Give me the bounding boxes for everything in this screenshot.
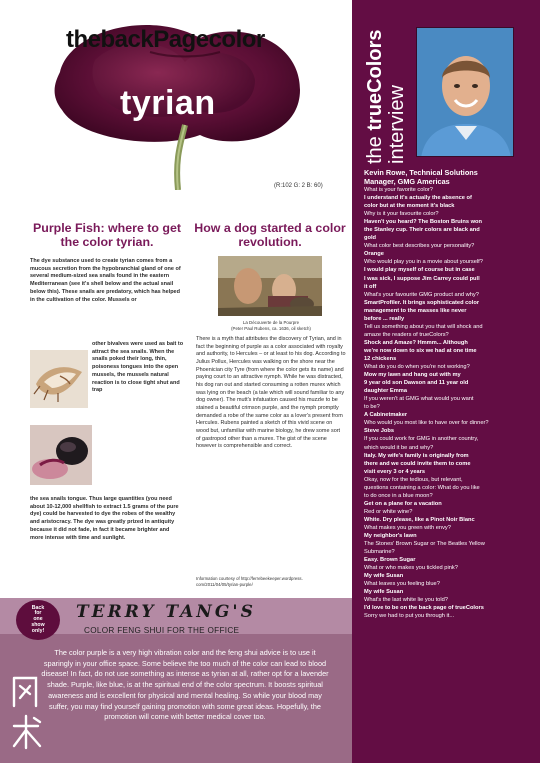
interview-answer-line: Easy. Brown Sugar xyxy=(364,557,416,564)
interview-answer-line: Steve Jobs xyxy=(364,428,395,435)
interview-answer-line: I was sick, I suppose Jim Carrey could pull xyxy=(364,275,480,282)
feng-shui-title: TERRY TANG'S xyxy=(76,602,256,622)
interview-vertical-title xyxy=(360,28,412,164)
truecolors-wordmark xyxy=(364,30,386,164)
purple-fish-heading: Purple Fish: where to get the color tyrian. xyxy=(32,221,182,249)
dog-story-heading: How a dog started a color revolution. xyxy=(194,221,346,249)
badge-line: one xyxy=(33,616,43,623)
interview-answer-line: we're now down to six we had at one time xyxy=(364,347,477,354)
interview-question-line: The Stones' Brown Sugar or The Beatles Yellow xyxy=(364,541,485,548)
interviewee-name: Kevin Rowe, Technical Solutions xyxy=(364,168,478,177)
source-credit-line2: com/2011/04/05/tyrian-purple/ xyxy=(196,581,253,587)
purple-fish-text-top: The dye substance used to create tyrian comes from a mucous secretion from the hypobranchial gland of one of several medium-sized sea snails found in the eastern Mediterranean (see it's shell below and the actual snail below this). These snails are predatory, which has helped in the cultivation of the color. Mussels or xyxy=(30,258,181,303)
interview-question-line: to do once in a blue moon? xyxy=(364,492,433,499)
interview-question-line: Sorry we had to put you through it... xyxy=(364,613,455,620)
interview-question-line: Red or white wine? xyxy=(364,508,413,515)
wordmark-brand: trueColors xyxy=(364,29,386,131)
qa-lines xyxy=(364,186,536,621)
badge-line: Back xyxy=(31,604,45,611)
painting-caption xyxy=(206,320,336,331)
painting-caption-artist: (Peter Paul Rubens, ca. 1636, oil sketch) xyxy=(231,325,311,331)
badge-line: show xyxy=(31,621,45,628)
interview-question-line: What leaves you feeling blue? xyxy=(364,581,440,588)
interview-question-line: questions containing a color: What do you like xyxy=(364,484,480,491)
interview-question-line: If you could work for GMG in another country, xyxy=(364,436,479,443)
badge-line: for xyxy=(34,610,42,617)
interview-answer-line: gold xyxy=(364,235,377,242)
hero-banner xyxy=(0,0,352,190)
interview-answer-line: the Stanley cup. Their colors are black and xyxy=(364,227,480,234)
interview-question-line: to be? xyxy=(364,404,380,411)
interview-question-line: What makes you green with envy? xyxy=(364,524,451,531)
badge-line: only! xyxy=(31,627,45,634)
interview-question-line: What's the last white lie you told? xyxy=(364,597,448,604)
interview-answer-line: SmartProfiler. It brings sophisticated color xyxy=(364,299,480,306)
interview-question-line: Who would you most like to have over for dinner? xyxy=(364,420,489,427)
interview-answer-line: My wife Susan xyxy=(364,573,404,580)
interview-answer-line: I understand it's actually the absence of xyxy=(364,195,472,202)
interview-answer-line: daughter Emma xyxy=(364,388,407,395)
interview-question-line: Okay, now for the tedious, but relevant, xyxy=(364,476,463,483)
interview-answer-line: A Cabinetmaker xyxy=(364,412,408,419)
feng-shui-text: The color purple is a very high vibration color and the feng shui advice is to use it sparingly in your office space. Some believe the too much of the color can lead to blood disease! In fact, do not use something as intense as tyrian at all, rather opt for a lavender shade. Purple, like blue, is at the spiritual end of the color spectrum. It boosts spiritual awareness and is excellent for physical and mental healing. So while your blood may suffer, you may find yourself gaining promotion with some great ideas. Hopefully, the promotion will come with better medical cover too. xyxy=(41,648,329,722)
interview-answer-line: White. Dry please, like a Pinot Noir Blanc xyxy=(364,516,475,523)
source-credit xyxy=(196,576,346,587)
interview-answer-line: before ... really xyxy=(364,315,405,322)
interview-answer-line: Italy. My wife's family is originally from xyxy=(364,452,469,459)
interview-answer-line: Shock and Amaze? Hmmm... Although xyxy=(364,339,468,346)
interview-answer-line: Get on a plane for a vacation xyxy=(364,500,442,507)
interview-answer-line: My wife Susan xyxy=(364,589,404,596)
interview-question-line: What's your favourite GMG product and why? xyxy=(364,291,479,298)
interview-qa xyxy=(364,168,536,621)
interview-answer-line: 9 year old son Dawson and 11 year old xyxy=(364,380,469,387)
interview-word: interview xyxy=(386,85,408,164)
interview-answer-line: My neighbor's lawn xyxy=(364,533,417,540)
source-credit-line1: Information courtesy of http://ferrebeekeeper.wordpress. xyxy=(196,576,303,581)
interview-question-line: What color best describes your personality? xyxy=(364,243,475,250)
interview-question-line: Who would play you in a movie about yourself? xyxy=(364,259,483,266)
murex-shell-photo xyxy=(30,350,88,408)
interviewee-title: Manager, GMG Americas xyxy=(364,177,450,186)
interview-question-line: What do you do when you're not working? xyxy=(364,364,470,371)
interview-answer-line: Orange xyxy=(364,251,384,258)
interview-question-line: Tell us something about you that will shock and xyxy=(364,323,483,330)
interview-answer-line: Mow my lawn and hang out with my xyxy=(364,372,461,379)
interview-question-line: which would it be and why? xyxy=(364,444,434,451)
brand-wordmark: thebackPagecolor xyxy=(66,26,265,53)
interview-question-line: Submarine? xyxy=(364,549,395,556)
rgb-values: (R:102 G: 2 B: 60) xyxy=(274,183,323,189)
painting-caption-title: La Découverte de la Pourpre xyxy=(242,320,300,325)
wordmark-prefix: the xyxy=(364,130,386,164)
interview-answer-line: Haven't you heard? The Boston Bruins won xyxy=(364,219,482,226)
interview-question-line: amaze the readers of trueColors? xyxy=(364,331,449,338)
purple-fish-text-wrap: other bivalves were used as bait to attract the sea snails. When the snails poked their long, thin, poisoness tongues into the open mussels, the mussels natural reaction is to close tight shut and trap xyxy=(92,341,184,394)
purple-fish-text-bottom: the sea snails tongue. Thus large quantities (you need about 10-12,000 shellfish to extract 1.5 grams of the pure dye) could be harvested to dye the robes of the wealthy and aristocracy. The dye was greatly prized in antiquity because it did not fade, in fact it became brighter and more intense with time and sunlight. xyxy=(30,496,179,541)
interview-answer-line: there and we could invite them to come xyxy=(364,460,471,467)
feng-shui-subtitle: COLOR FENG SHUI FOR THE OFFICE xyxy=(84,626,240,635)
rubens-painting-image xyxy=(218,256,322,316)
interview-question-line: What or who makes you tickled pink? xyxy=(364,565,458,572)
interview-answer-line: color but at the moment it's black xyxy=(364,203,455,210)
sea-snail-photo xyxy=(30,425,92,485)
interviewee-portrait xyxy=(416,27,514,157)
interview-answer-line: management to the masses like never xyxy=(364,307,467,314)
color-name-title: tyrian xyxy=(120,84,216,122)
interview-question-line: Why is it your favourite color? xyxy=(364,211,439,218)
interview-answer-line: it off xyxy=(364,283,377,290)
dog-story-text: There is a myth that attributes the discovery of Tyrian, and in fact the beginning of purple as a color associated with royalty and authority, to Hercules – or at least to his dog. According to Julius Pollux, Hercules was walking on the shore near the Phoenician city Tyre (from where the color gets its name) and paying court to an attractive nymph. While he was distracted, his dog ran out and started consuming a rotten murex which was lying on the beach (a tale which will sound familiar to any dog owner). The mutt's infatuation caused his muzzle to be stained a beautiful crimson purple, and the nymph promptly demanded a robe of the same color as a lover's present from Hercules. Rubens painted a sketch of this vivid scene on wood but, unfamiliar with marine biology, he drew some sort of gastropod other than a murex. The gist of the scene however is comprehensible and correct. xyxy=(196,336,346,450)
interview-answer-line: visit every 3 or 4 years xyxy=(364,468,426,475)
interview-question-line: If you weren't at GMG what would you want xyxy=(364,396,474,403)
interview-question-line: What is your favorite color? xyxy=(364,187,433,193)
interview-answer-line: I would play myself of course but in case xyxy=(364,267,475,274)
interview-answer-line: 12 chickens xyxy=(364,355,397,362)
back-for-one-show-badge xyxy=(16,600,60,640)
interview-answer-line: I'd love to be on the back page of trueColors xyxy=(364,605,484,612)
